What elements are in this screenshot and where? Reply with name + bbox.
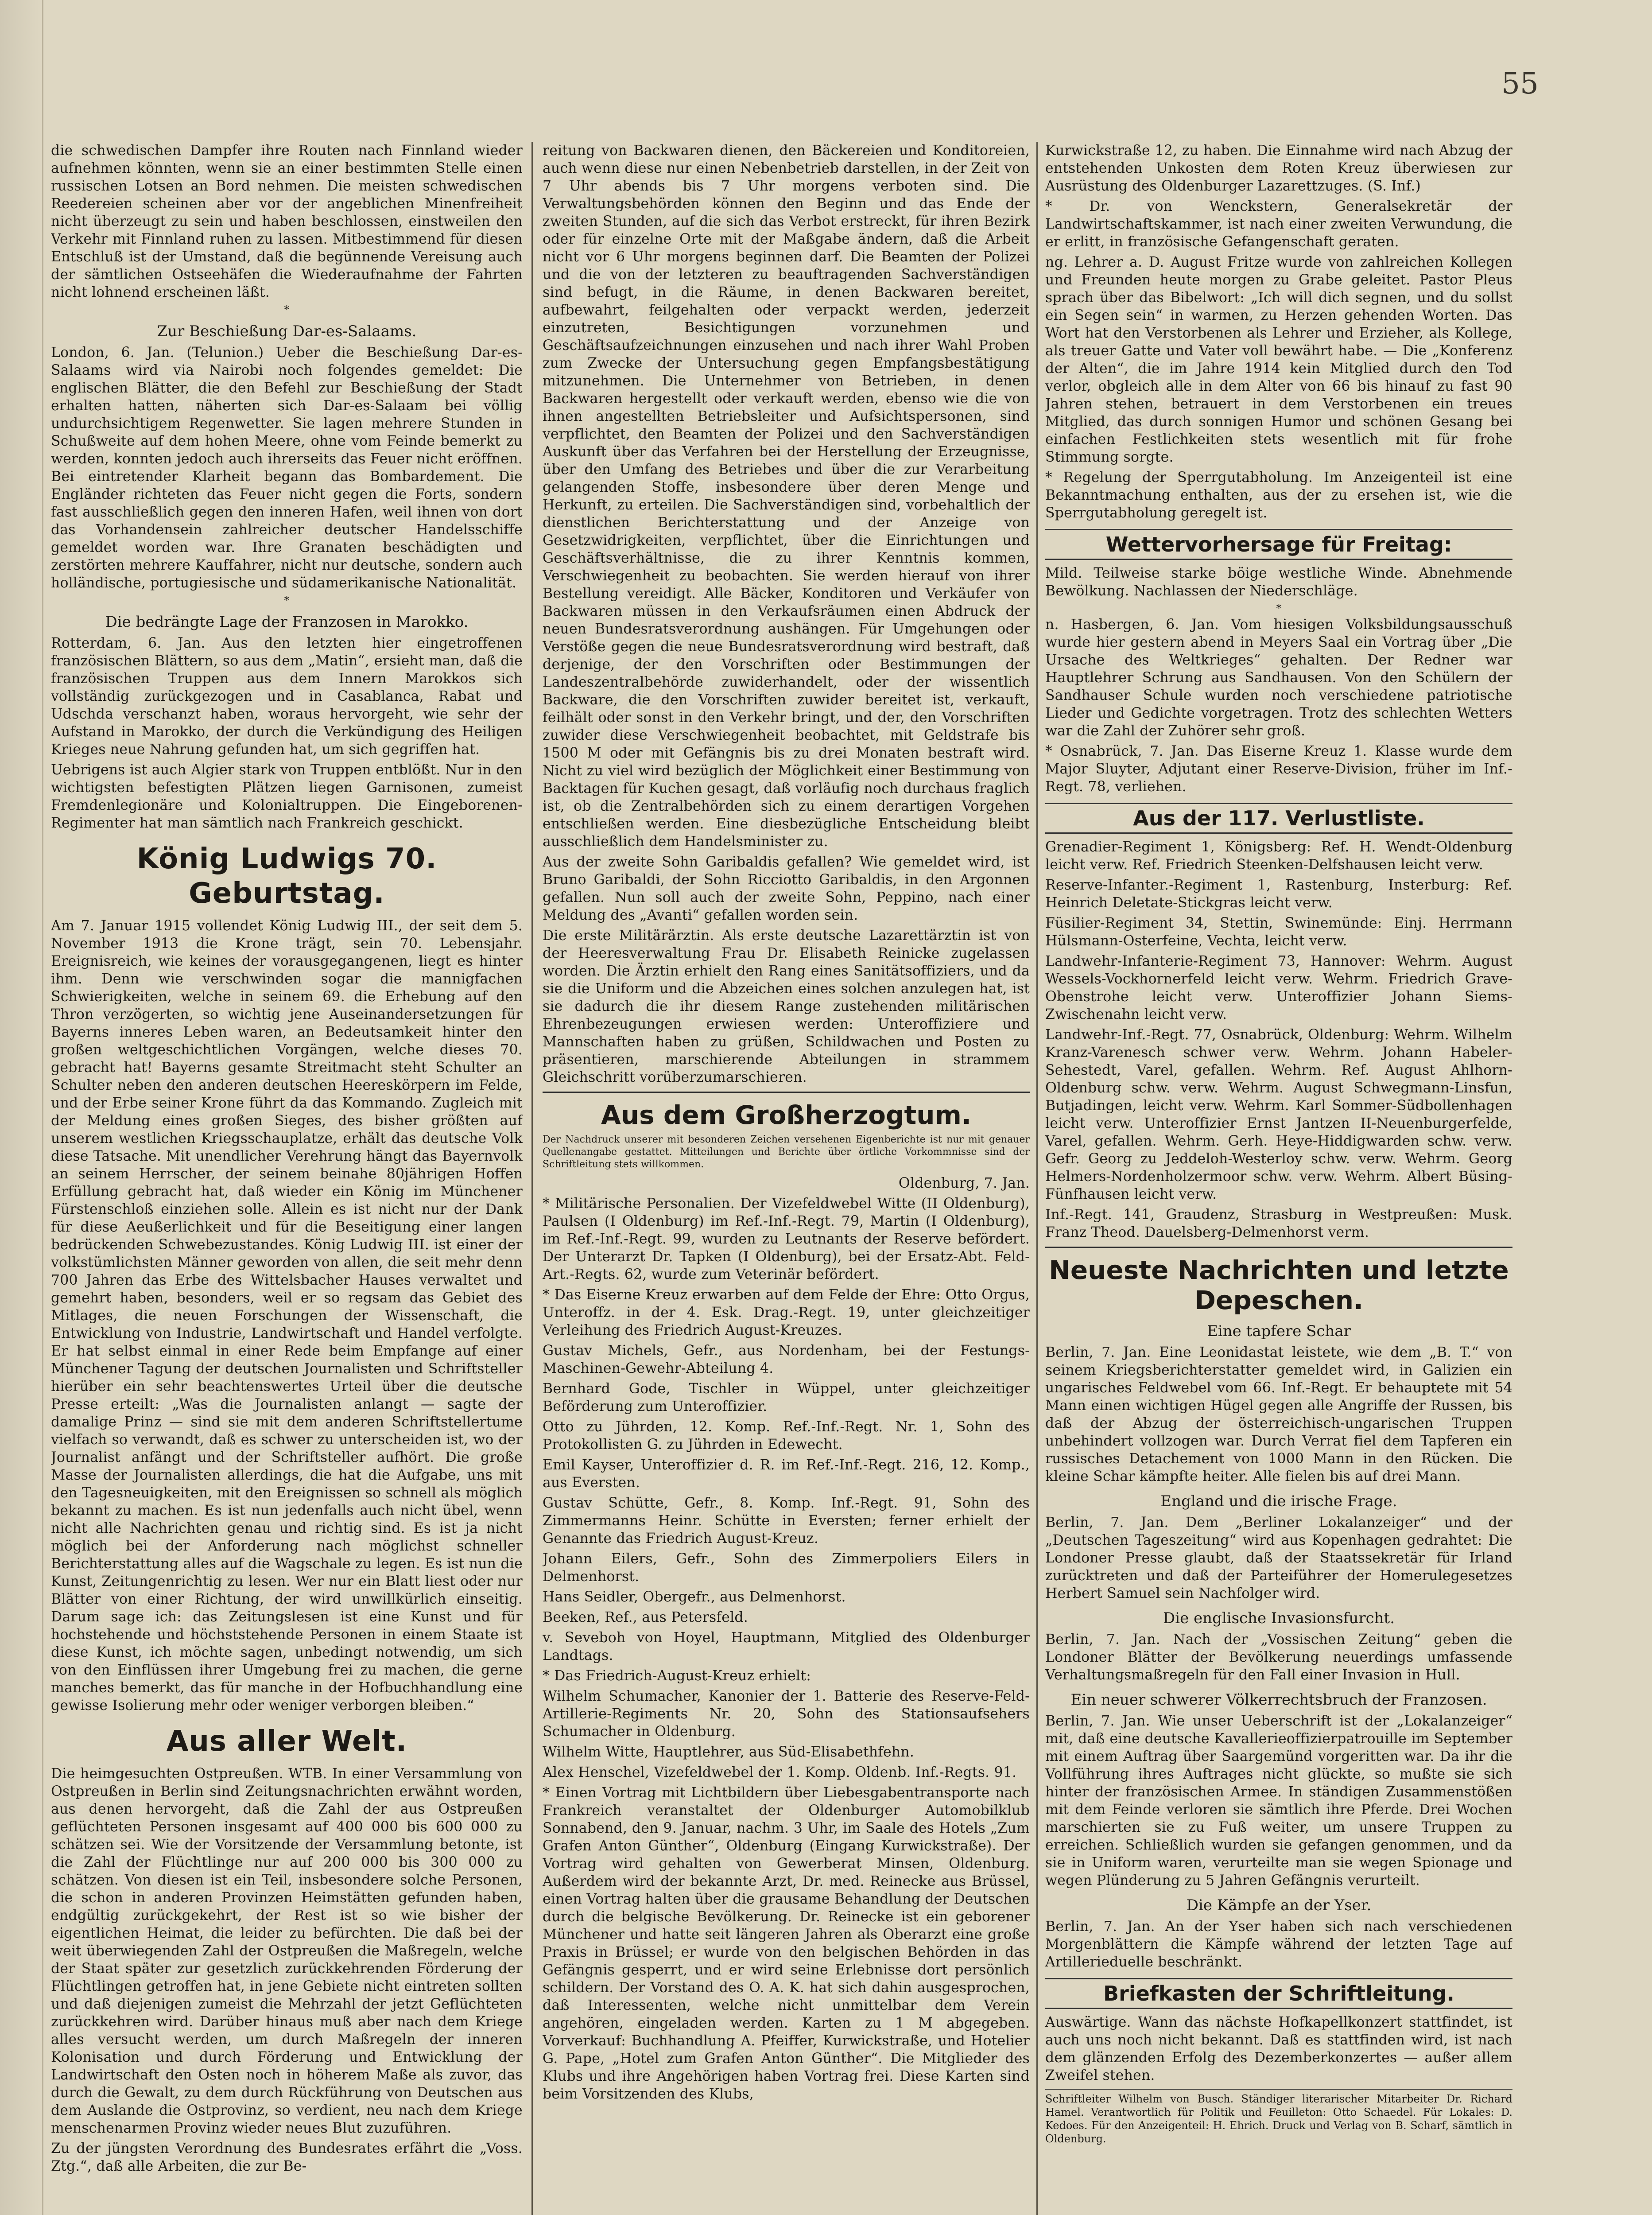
separator-star: *: [1276, 602, 1282, 614]
column-rule: [1036, 142, 1038, 2215]
article-heading: Eine tapfere Schar: [1207, 1322, 1351, 1340]
article-paragraph: London, 6. Jan. (Telunion.) Ueber die Beschießung Dar-es-Salaams wird via Nairobi noch folgendes gemeldet: Die englischen Blätter, die den Befehl zur Beschießung der Stadt erhalten hatten, näherten sich Dar-es-Salaam bei völlig undurchsichtigem Regenwetter. Sie lagen mehrere Stunden in Schußweite auf dem hohen Meere, ohne vom Feinde bemerkt zu werden, konnten jedoch auch ihrerseits das Feuer nicht eröffnen. Bei eintretender Klarheit begann das Bombardement. Die Engländer richteten das Feuer nicht gegen die Forts, sondern fast ausschließlich gegen den inneren Hafen, weil ihnen von dort das Vorhandensein zahlreicher deutscher Handelsschiffe gemeldet worden war. Ihre Granaten beschädigten und zerstörten mehrere Kauffahrer, nicht nur deutsche, sondern auch holländische, portugiesische und südamerikanische Nationalität.: [51, 345, 523, 591]
article-paragraph: Kurwickstraße 12, zu haben. Die Einnahme wird nach Abzug der entstehenden Unkosten dem Roten Kreuz überwiesen zur Ausrüstung des Oldenburger Lazarettzuges. (S. Inf.): [1045, 143, 1512, 194]
article-paragraph: Berlin, 7. Jan. An der Yser haben sich nach verschiedenen Morgenblättern die Kämpfe während der letzten Tage auf Artillerieduelle beschränkt.: [1045, 1919, 1512, 1970]
section-heading: Aus aller Welt.: [166, 1725, 407, 1758]
letters-heading: Briefkasten der Schriftleitung.: [1045, 1978, 1512, 2009]
article-paragraph: * Osnabrück, 7. Jan. Das Eiserne Kreuz 1. Klasse wurde dem Major Sluyter, Adjutant einer Reserve-Division, früher im Inf.-Regt. 78, verliehen.: [1045, 743, 1512, 795]
article-paragraph: ng. Lehrer a. D. August Fritze wurde von zahlreichen Kollegen und Freunden heute morgen zu Grabe geleitet. Pastor Pleus sprach über das Bibelwort: „Ich will dich segnen, und du sollst ein Segen sein“ in warmen, zu Herzen gehenden Worten. Das Wort hat den Verstorbenen als Lehrer und Erzieher, als Kollege, als treuer Gatte und Vater voll bewährt habe. — Die „Konferenz der Alten“, die im Jahre 1914 kein Mitglied durch den Tod verlor, obgleich alle in dem Alter von 66 bis hinauf zu fast 90 Jahren stehen, betrauert in dem Verstorbenen ein treues Mitglied, das durch sonnigen Humor und schönen Gesang bei einfachen Festlichkeiten stets wesentlich mit für frohe Stimmung sorgte.: [1045, 254, 1512, 465]
article-paragraph: Berlin, 7. Jan. Wie unser Ueberschrift ist der „Lokalanzeiger“ mit, daß eine deutsche Kavallerieoffizierpatrouille im September mit einem Auftrag über Saargemünd vorgeritten war. Da ihr die Vollführung ihres Auftrages nicht glückte, so mußte sie sich hinter der französischen Armee. In ständigen Zusammenstößen mit dem Feinde verloren sie sämtlich ihre Pferde. Drei Wochen marschierten sie zu Fuß weiter, um unsere Truppen zu erreichen. Schließlich wurden sie gefangen genommen, und da sie in Uniform waren, verurteilte man sie wegen Spionage und wegen Plünderung zu 5 Jahren Gefängnis verurteilt.: [1045, 1713, 1512, 1889]
article-paragraph: Die erste Militärärztin. Als erste deutsche Lazarettärztin ist von der Heeresverwaltung Frau Dr. Elisabeth Reinicke zugelassen worden. Die Ärztin erhielt den Rang eines Sanitätsoffiziers, und da sie die Uniform und die Abzeichen eines solchen anzulegen hat, ist sie dadurch die ihr diesem Range zustehenden militärischen Ehrenbezeugungen erwiesen werden: Unteroffiziere und Mannschaften haben zu grüßen, Schildwachen und Posten zu präsentieren, marschierende Abteilungen in strammem Gleichschritt vorüberzumarschieren.: [543, 928, 1030, 1085]
page-binding-edge: [0, 0, 43, 2215]
list-item: Gustav Michels, Gefr., aus Nordenham, bei der Festungs-Maschinen-Gewehr-Abteilung 4.: [543, 1343, 1030, 1376]
column-rule: [531, 142, 533, 2215]
article-paragraph: n. Hasbergen, 6. Jan. Vom hiesigen Volksbildungsausschuß wurde hier gestern abend in Meyers Saal ein Vortrag über „Die Ursache des Weltkrieges“ gehalten. Der Redner war Hauptlehrer Schrung aus Sandhausen. Von den Schülern der Sandhauser Schule wurden noch verschiedene patriotische Lieder und Gedichte vorgetragen. Trotz des schlechten Wetters war die Zahl der Zuhörer sehr groß.: [1045, 617, 1512, 739]
casualty-list-heading: Aus der 117. Verlustliste.: [1045, 803, 1512, 834]
separator-star: *: [284, 303, 290, 316]
article-paragraph: Aus der zweite Sohn Garibaldis gefallen? Wie gemeldet wird, ist Bruno Garibaldi, der Sohn Ricciotto Garibaldis, in den Argonnen gefallen. Nun soll auch der zweite Sohn, Peppino, nach einer Meldung des „Avanti“ gefallen worden sein.: [543, 854, 1030, 923]
list-item: Wilhelm Witte, Hauptlehrer, aus Süd-Elisabethfehn.: [543, 1744, 915, 1760]
list-item: Beeken, Ref., aus Petersfeld.: [543, 1609, 748, 1625]
article-heading: Zur Beschießung Dar-es-Salaams.: [157, 323, 417, 340]
list-item: Reserve-Infanter.-Regiment 1, Rastenburg, Insterburg: Ref. Heinrich Deletate-Stickgras leicht verw.: [1045, 877, 1512, 911]
list-item: v. Seveboh von Hoyel, Hauptmann, Mitglied des Oldenburger Landtags.: [543, 1630, 1030, 1663]
list-item: Wilhelm Schumacher, Kanonier der 1. Batterie des Reserve-Feld-Artillerie-Regiments Nr. 20, Sohn des Stationsaufsehers Schumacher in Oldenburg.: [543, 1688, 1030, 1740]
list-item: Landwehr-Inf.-Regt. 77, Osnabrück, Oldenburg: Wehrm. Wilhelm Kranz-Varenesch schwer verw. Wehrm. Johann Habeler-Sehestedt, Varel, gefallen. Wehrm. Ref. August Ahlhorn-Oldenburg schw. verw. Wehrm. August Schwegmann-Linsfun, Butjadingen, leicht verw. Wehrm. Karl Sommer-Südbollenhagen leicht verw. Unteroffizier Ernst Jantzen II-Neuenburgerfelde, Varel, gefallen. Wehrm. Gerh. Heye-Hiddigwarden schw. verw. Gefr. Georg zu Jeddeloh-Westerloy schw. verw. Wehrm. Georg Helmers-Nordenholzermoor schw. verw. Wehrm. Albert Büsing-Fünfhausen leicht verw.: [1045, 1027, 1512, 1202]
imprint: Schriftleiter Wilhelm von Busch. Ständiger literarischer Mitarbeiter Dr. Richard Hamel. Verantwortlich für Politik und Feuilleton: Otto Schaedel. Für Lokales: D. Kedoes. Für den Anzeigenteil: H. Ehrich. Druck und Verlag von B. Scharf, sämtlich in Oldenburg.: [1045, 2089, 1512, 2145]
article-paragraph: * Regelung der Sperrgutabholung. Im Anzeigenteil ist eine Bekanntmachung enthalten, aus der zu ersehen ist, wie die Sperrgutabholung geregelt ist.: [1045, 470, 1512, 521]
article-paragraph: Am 7. Januar 1915 vollendet König Ludwig III., der seit dem 5. November 1913 die Krone trägt, sein 70. Lebensjahr. Ereignisreich, wie keines der vorausgegangenen, liegt es hinter ihm. Denn wie verschwinden sogar die mannigfachen Schwierigkeiten, welche in seinem 69. die Erhebung auf den Thron verzögerten, so wichtig jene Auseinandersetzungen für Bayerns inneres Leben waren, an Bedeutsamkeit hinter den großen weltgeschichtlichen Vorgängen, welche dieses 70. gebracht hat! Bayerns gesamte Streitmacht steht Schulter an Schulter neben den anderen deutschen Heereskörpern im Felde, und der Erbe seiner Krone führt da das Kommando. Zugleich mit der Meldung eines großen Sieges, des bisher größten auf unserem westlichen Kriegsschauplatze, erhält das deutsche Volk diese Tatsache. Mit unendlicher Verehrung hängt das Bayernvolk an seinem Herrscher, der seinem beinahe 80jährigen Hoffen Erfüllung gebracht hat, daß wieder ein König im Münchener Fürstenschloß einziehen solle. Allein es ist nicht nur der Dank für diese Aeußerlichkeit und für die Beseitigung einer langen bedrückenden Schwebezustandes. König Ludwig III. ist einer der volkstümlichsten Männer geworden von allen, die seit mehr denn 700 Jahren das Erbe des Wittelsbacher Hauses verwaltet und gemehrt haben, besonders, weil er so regsam das Gebiet des Mitlages, die neuen Forschungen der Wissenschaft, die Entwicklung von Industrie, Landwirtschaft und Handel verfolgte. Er hat selbst einmal in einer Rede beim Empfange auf einer Münchener Tagung der deutschen Journalisten und Schriftsteller hierüber ein sehr beachtenswertes Urteil über die deutsche Presse erteilt: „Was die Journalisten anlangt — sagte der damalige Prinz — sind sie mit dem anderen Schriftstellertume vielfach so verwandt, daß es schwer zu unterscheiden ist, wo der Journalist anfängt und der Schriftsteller aufhört. Die große Masse der Journalisten allerdings, die hat die Aufgabe, uns mit den Tagesneuigkeiten, mit den Ereignissen so schnell als möglich bekannt zu machen. Es ist nun jedenfalls auch nicht übel, wenn nicht alle Nachrichten genau und richtig sind. Es ist ja nicht möglich bei der Anforderung nach möglichst schneller Berichterstattung alles auf die Wagschale zu legen. Es ist nun die Kunst, Zeitungenrichtig zu lesen. Wer nur ein Blatt liest oder nur Blätter von einer Richtung, der wird unwillkürlich einseitig. Darum sage ich: das Zeitungslesen ist eine Kunst und für hochstehende und höchststehende Personen in einem Staate ist diese Kunst, ich möchte sagen, unbedingt notwendig, um sich von den Einflüssen ihrer Umgebung frei zu machen, die gerne manches bemerkt, das für manche in der Hofbuchhandlung eine gewisse Isolierung mehr oder weniger verborgen bleiben.“: [51, 918, 523, 1714]
section-notice: Der Nachdruck unserer mit besonderen Zeichen versehenen Eigenberichte ist nur mit genauer Quellenangabe gestattet. Mitteilungen und Berichte über örtliche Vorkommnisse sind der Schriftleitung stets willkommen.: [543, 1134, 1030, 1170]
list-item: Hans Seidler, Obergefr., aus Delmenhorst.: [543, 1589, 846, 1605]
article-paragraph: reitung von Backwaren dienen, den Bäckereien und Konditoreien, auch wenn diese nur einen Nebenbetrieb darstellen, in der Zeit von 7 Uhr abends bis 7 Uhr morgens verboten sind. Die Verwaltungsbehörden können den Beginn und das Ende der zweiten Stunden, auf die sich das Verbot erstreckt, für ihren Bezirk oder für einzelne Orte mit der Maßgabe ändern, daß die Arbeit nicht vor 6 Uhr morgens beginnen darf. Die Beamten der Polizei und die von der letzteren zu beauftragenden Sachverständigen sind befugt, in die Räume, in denen Backwaren bereitet, aufbewahrt, feilgehalten oder verpackt werden, jederzeit einzutreten, Besichtigungen vorzunehmen und Geschäftsaufzeichnungen einzusehen und nach ihrer Wahl Proben zum Zwecke der Untersuchung gegen Empfangsbestätigung mitzunehmen. Die Unternehmer von Betrieben, in denen Backwaren hergestellt oder verkauft werden, ebenso wie die von ihnen angestellten Betriebsleiter und Aufsichtspersonen, sind verpflichtet, den Beamten der Polizei und den Sachverständigen Auskunft über das Verfahren bei der Herstellung der Erzeugnisse, über den Umfang des Betriebes und über die zur Verarbeitung gelangenden Stoffe, insbesondere über deren Menge und Herkunft, zu erteilen. Die Sachverständigen sind, vorbehaltlich der dienstlichen Berichterstattung und der Anzeige von Gesetzwidrigkeiten, verpflichtet, über die Einrichtungen und Geschäftsverhältnisse, die zu ihrer Kenntnis kommen, Verschwiegenheit zu beobachten. Sie werden hierauf von ihrer Bestellung vereidigt. Alle Bäcker, Konditoren und Verkäufer von Backwaren müssen in den Verkaufsräumen einen Abdruck der neuen Bundesratsverordnung aushängen. Für Umgehungen oder Verstöße gegen die neue Bundesratsverordnung wird bestraft, daß derjenige, der den Vorschriften oder Bestimmungen der Landeszentralbehörde zuwiderhandelt, oder der wissentlich Backware, die den Vorschriften zuwider bereitet ist, verkauft, feilhält oder sonst in den Verkehr bringt, und der, den Vorschriften zuwider diese Verschwiegenheit beobachtet, mit Geldstrafe bis 1500 M oder mit Gefängnis bis zu drei Monaten bestraft wird. Nicht zu viel wird bezüglich der Möglichkeit einer Bestimmung von Backtagen für Kuchen gesagt, daß vorläufig noch durchaus fraglich ist, ob die Zentralbehörden sich zu einem derartigen Vorgehen entschließen werden. Eine diesbezügliche Entscheidung bleibt ausschließlich dem Handelsminister zu.: [543, 143, 1030, 850]
article-heading: Die Kämpfe an der Yser.: [1186, 1896, 1372, 1914]
article-paragraph: Berlin, 7. Jan. Nach der „Vossischen Zeitung“ geben die Londoner Blätter der Bevölkerung neuerdings umfassende Verhaltungsmaßregeln für den Fall einer Invasion in Hull.: [1045, 1632, 1512, 1683]
article-paragraph: Auswärtige. Wann das nächste Hofkapellkonzert stattfindet, ist auch uns noch nicht bekannt. Daß es stattfinden wird, ist nach dem glänzenden Erfolg des Dezemberkonzertes — außer allem Zweifel stehen.: [1045, 2014, 1512, 2083]
section-divider: [1045, 1247, 1512, 1248]
article-heading: Die bedrängte Lage der Franzosen in Marokko.: [105, 613, 469, 631]
section-heading: König Ludwigs 70. Geburtstag.: [136, 843, 437, 910]
list-item: Emil Kayser, Unteroffizier d. R. im Ref.-Inf.-Regt. 216, 12. Komp., aus Eversten.: [543, 1457, 1030, 1491]
section-heading: Neueste Nachrichten und letzte Depeschen.: [1049, 1255, 1509, 1315]
separator-star: *: [284, 594, 290, 606]
list-item: Landwehr-Infanterie-Regiment 73, Hannover: Wehrm. August Wessels-Vockhornerfeld leicht verw. Wehrm. Friedrich Grave-Obenstrohe leicht verw. Unteroffizier Johann Siems-Zwischenahn leicht verw.: [1045, 953, 1512, 1022]
list-item: Bernhard Gode, Tischler in Wüppel, unter gleichzeitiger Beförderung zum Unteroffizier.: [543, 1381, 1030, 1414]
list-item: Grenadier-Regiment 1, Königsberg: Ref. H. Wendt-Oldenburg leicht verw. Ref. Friedrich Steenken-Delfshausen leicht verw.: [1045, 839, 1512, 873]
article-heading: England und die irische Frage.: [1160, 1492, 1397, 1510]
list-item: Otto zu Jührden, 12. Komp. Ref.-Inf.-Regt. Nr. 1, Sohn des Protokollisten G. zu Jührden in Edewecht.: [543, 1419, 1030, 1453]
article-heading: Die englische Invasionsfurcht.: [1163, 1609, 1395, 1627]
article-paragraph: * Dr. von Wenckstern, Generalsekretär der Landwirtschaftskammer, ist nach einer zweiten Verwundung, die er erlitt, in französische Gefangenschaft geraten.: [1045, 198, 1512, 250]
weather-heading: Wettervorhersage für Freitag:: [1045, 529, 1512, 560]
column-2: [543, 142, 1030, 2215]
weather-forecast: Mild. Teilweise starke böige westliche Winde. Abnehmende Bewölkung. Nachlassen der Niederschläge.: [1045, 565, 1512, 599]
page-number: 55: [1501, 66, 1539, 101]
article-paragraph: * Das Friedrich-August-Kreuz erhielt:: [543, 1668, 811, 1684]
article-paragraph: * Militärische Personalien. Der Vizefeldwebel Witte (II Oldenburg), Paulsen (I Oldenburg) im Ref.-Inf.-Regt. 79, Martin (I Oldenburg), im Ref.-Inf.-Regt. 99, wurden zu Leutnants der Reserve befördert. Der Unterarzt Dr. Tapken (I Oldenburg), bei der Ersatz-Abt. Feld-Art.-Regts. 62, wurde zum Veterinär befördert.: [543, 1196, 1030, 1282]
list-item: Johann Eilers, Gefr., Sohn des Zimmerpoliers Eilers in Delmenhorst.: [543, 1551, 1030, 1585]
article-paragraph: Berlin, 7. Jan. Dem „Berliner Lokalanzeiger“ und der „Deutschen Tageszeitung“ wird aus Kopenhagen gedrahtet: Die Londoner Presse glaubt, daß der Staatssekretär für Irland zurücktreten und daß der Parteiführer der Homerulegesetzes Herbert Samuel sein Nachfolger wird.: [1045, 1515, 1512, 1601]
list-item: Alex Henschel, Vizefeldwebel der 1. Komp. Oldenb. Inf.-Regts. 91.: [543, 1764, 1017, 1780]
list-item: Gustav Schütte, Gefr., 8. Komp. Inf.-Regt. 91, Sohn des Zimmermanns Heinr. Schütte in Eversten; ferner erhielt der Genannte das Friedrich August-Kreuz.: [543, 1495, 1030, 1547]
list-item: Inf.-Regt. 141, Graudenz, Strasburg in Westpreußen: Musk. Franz Theod. Dauelsberg-Delmenhorst verm.: [1045, 1207, 1512, 1240]
article-heading: Ein neuer schwerer Völkerrechtsbruch der Franzosen.: [1070, 1691, 1487, 1709]
column-3: [1045, 142, 1512, 2215]
article-paragraph: Zu der jüngsten Verordnung des Bundesrates erfährt die „Voss. Ztg.“, daß alle Arbeiten, die zur Be-: [51, 2141, 523, 2174]
article-paragraph: Berlin, 7. Jan. Eine Leonidastat leistete, wie dem „B. T.“ von seinem Kriegsberichterstatter gemeldet wird, in Galizien ein ungarisches Feldwebel vom 66. Inf.-Regt. Er behauptete mit 54 Mann einen wichtigen Hügel gegen alle Angriffe der Russen, bis daß der Abzug der österreichisch-ungarischen Truppen unbehindert vollzogen war. Durch Verrat fiel dem Tapferen ein russisches Detachement von 1000 Mann in den Rücken. Die kleine Schar kämpfte heiter. Alle fielen bis auf drei Mann.: [1045, 1345, 1512, 1484]
dateline: Oldenburg, 7. Jan.: [898, 1175, 1030, 1191]
column-1: [51, 142, 523, 2215]
section-divider: [543, 1092, 1030, 1093]
article-paragraph: * Einen Vortrag mit Lichtbildern über Liebesgabentransporte nach Frankreich veranstaltet der Oldenburger Automobilklub Sonnabend, den 9. Januar, nachm. 3 Uhr, im Saale des Hotels „Zum Grafen Anton Günther“, Oldenburg (Eingang Kurwickstraße). Der Vortrag wird gehalten von Gewerberat Minsen, Oldenburg. Außerdem wird der bekannte Arzt, Dr. med. Reinecke aus Brüssel, einen Vortrag halten über die grausame Behandlung der Deutschen durch die belgische Bevölkerung. Dr. Reinecke ist ein geborener Münchener und hatte seit längeren Jahren als Oberarzt eine große Praxis in Brüssel; er wurde von den belgischen Behörden in das Gefängnis gesperrt, und er wird seine Erlebnisse dort persönlich schildern. Der Vorstand des O. A. K. hat sich dahin ausgesprochen, daß Interessenten, welche nicht unmittelbar dem Verein angehören, eingeladen werden. Karten zu 1 M abgegeben. Vorverkauf: Buchhandlung A. Pfeiffer, Kurwickstraße, und Hotelier G. Pape, „Hotel zum Grafen Anton Günther“. Die Mitglieder des Klubs und ihre Angehörigen haben Vortrag frei. Diese Karten sind beim Vorsitzenden des Klubs,: [543, 1785, 1030, 2102]
article-paragraph: Die heimgesuchten Ostpreußen. WTB. In einer Versammlung von Ostpreußen in Berlin sind Zeitungsnachrichten erwähnt worden, aus denen hervorgeht, daß die Zahl der aus Ostpreußen geflüchteten Personen insgesamt auf 400 000 bis 600 000 zu schätzen sei. Wie der Vorsitzende der Versammlung betonte, ist die Zahl der Flüchtlinge nur auf 200 000 bis 300 000 zu schätzen. Von diesen ist ein Teil, insbesondere solche Personen, die schon in anderen Provinzen Heimstätten gefunden haben, endgültig zurückgekehrt, der Rest ist so wie bisher der eigentlichen Heimat, die leider zu befürchten. Die daß bei der weit überwiegenden Zahl der Ostpreußen die Maßregeln, welche der Staat später zur gesetzlich zurückkehrenden Förderung der Flüchtlingen getroffen hat, in jene Gebiete nicht eintreten sollten und daß diejenigen zumeist die Mehrzahl der jetzt Geflüchteten zurückkehren wird. Darüber hinaus muß aber nach dem Kriege alles versucht werden, um durch Maßregeln der inneren Kolonisation und durch Förderung und Entwicklung der Landwirtschaft den Osten noch in höherem Maße als zuvor, das durch die Gewalt, zu dem durch Rückführung von Deutschen aus dem Auslande die Ostprovinz, so verdient, neu nach dem Kriege menschenarmen Provinz wieder neues Blut zuzuführen.: [51, 1766, 523, 2136]
article-paragraph: * Das Eiserne Kreuz erwarben auf dem Felde der Ehre: Otto Orgus, Unteroffz. in der 4. Esk. Drag.-Regt. 19, unter gleichzeitiger Verleihung des Friedrich August-Kreuzes.: [543, 1287, 1030, 1338]
article-paragraph: die schwedischen Dampfer ihre Routen nach Finnland wieder aufnehmen könnten, wenn sie an einer bestimmten Stelle einen russischen Lotsen an Bord nehmen. Die meisten schwedischen Reedereien scheinen aber vor der angeblichen Minenfreiheit nicht überzeugt zu sein und haben beschlossen, einstweilen den Verkehr mit Finnland ruhen zu lassen. Mitbestimmend für diesen Entschluß ist der Umstand, daß die begünnende Vereisung auch der sämtlichen Ostseehäfen die Wiederaufnahme der Fahrten nicht lohnend erscheinen läßt.: [51, 143, 523, 300]
list-item: Füsilier-Regiment 34, Stettin, Swinemünde: Einj. Herrmann Hülsmann-Osterfeine, Vechta, leicht verw.: [1045, 915, 1512, 949]
article-paragraph: Uebrigens ist auch Algier stark von Truppen entblößt. Nur in den wichtigsten befestigten Plätzen liegen Garnisonen, zumeist Fremdenlegionäre und Kolonialtruppen. Die Eingeborenen-Regimenter hat man sämtlich nach Frankreich geschickt.: [51, 762, 523, 831]
article-paragraph: Rotterdam, 6. Jan. Aus den letzten hier eingetroffenen französischen Blättern, so aus dem „Matin“, ersieht man, daß die französischen Truppen aus dem Innern Marokkos sich vollständig zurückgezogen und in Casablanca, Rabat und Udschda verschanzt haben, woraus hervorgeht, wie sehr der Aufstand in Marokko, der durch die Verkündigung des Heiligen Krieges neue Nahrung gefunden hat, um sich gegriffen hat.: [51, 635, 523, 758]
section-heading: Aus dem Großherzogtum.: [601, 1100, 971, 1130]
